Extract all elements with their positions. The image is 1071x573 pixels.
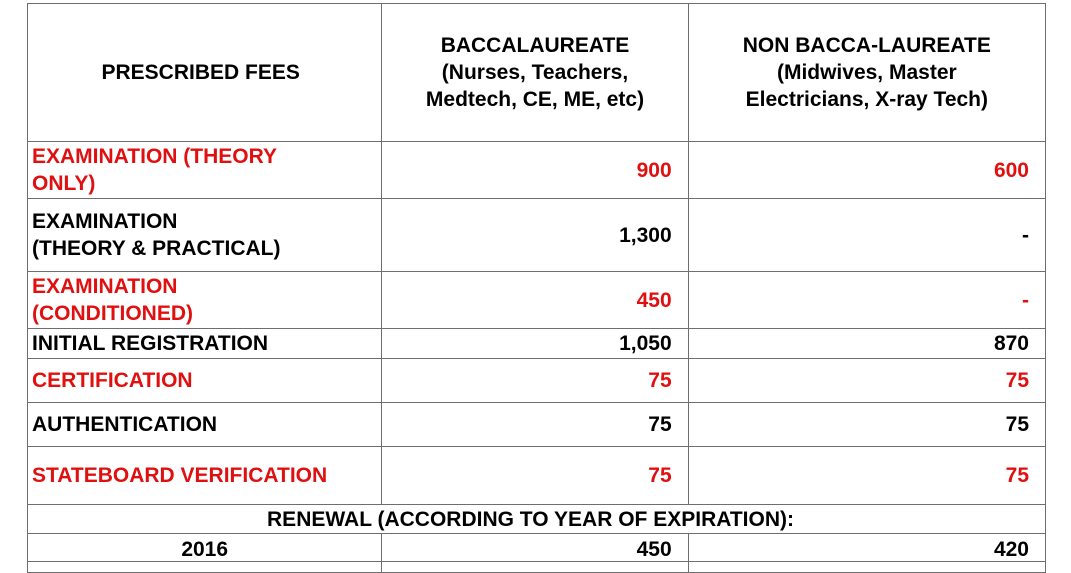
renewal-header-row (28, 505, 1046, 534)
fee-label-line-1: EXAMINATION (32, 275, 178, 298)
fees-table (27, 3, 1046, 573)
fee-nonbacc-value: 75 (688, 447, 1045, 505)
fee-row-authentication (28, 403, 1046, 447)
fee-label-line-2: ONLY) (32, 172, 96, 195)
header-bacc-line-1: BACCALAUREATE (440, 34, 630, 57)
fee-nonbacc-value: - (688, 272, 1045, 329)
fee-nonbacc-value: - (688, 199, 1045, 272)
fee-label-line-2: (THEORY & PRACTICAL) (32, 237, 281, 260)
fee-row-exam-conditioned (28, 272, 1046, 329)
fee-label: CERTIFICATION (28, 359, 382, 403)
fee-label-line-2: (CONDITIONED) (32, 302, 193, 325)
fee-row-certification (28, 359, 1046, 403)
header-nonbacc-line-3: Electricians, X-ray Tech) (745, 88, 989, 111)
header-bacc-line-2: (Nurses, Teachers, (441, 61, 629, 84)
fee-row-stateboard-verification (28, 447, 1046, 505)
fee-label (28, 272, 382, 329)
fee-label (28, 199, 382, 272)
fee-nonbacc-value: 75 (688, 359, 1045, 403)
fee-label-line-1: EXAMINATION (32, 210, 178, 233)
header-baccalaureate (382, 4, 688, 142)
header-nonbacc-line-1: NON BACCA-LAUREATE (742, 34, 991, 57)
renewal-title: RENEWAL (ACCORDING TO YEAR OF EXPIRATION): (28, 505, 1046, 534)
header-prescribed-fees: PRESCRIBED FEES (28, 4, 382, 142)
fee-bacc-value: 1,050 (382, 329, 688, 359)
fee-row-exam-theory-practical (28, 199, 1046, 272)
fee-label: INITIAL REGISTRATION (28, 329, 382, 359)
fee-label: STATEBOARD VERIFICATION (28, 447, 382, 505)
fee-bacc-value: 75 (382, 359, 688, 403)
cropped-cell (688, 562, 1045, 573)
fee-bacc-value: 450 (382, 272, 688, 329)
cropped-cell (28, 562, 382, 573)
fee-label: AUTHENTICATION (28, 403, 382, 447)
fee-label-line-1: EXAMINATION (THEORY (32, 145, 277, 168)
fee-bacc-value: 1,300 (382, 199, 688, 272)
header-nonbacc-line-2: (Midwives, Master (776, 61, 957, 84)
renewal-year-row (28, 534, 1046, 562)
fee-nonbacc-value: 75 (688, 403, 1045, 447)
renewal-bacc-value: 450 (382, 534, 688, 562)
cropped-cell (382, 562, 688, 573)
header-non-baccalaureate (688, 4, 1045, 142)
fee-bacc-value: 75 (382, 447, 688, 505)
fee-bacc-value: 75 (382, 403, 688, 447)
fee-row-exam-theory (28, 142, 1046, 199)
fee-label (28, 142, 382, 199)
renewal-nonbacc-value: 420 (688, 534, 1045, 562)
renewal-year: 2016 (28, 534, 382, 562)
fee-row-initial-registration (28, 329, 1046, 359)
fee-nonbacc-value: 870 (688, 329, 1045, 359)
fee-nonbacc-value: 600 (688, 142, 1045, 199)
header-bacc-line-3: Medtech, CE, ME, etc) (425, 88, 645, 111)
fee-bacc-value: 900 (382, 142, 688, 199)
header-row (28, 4, 1046, 142)
renewal-next-row-cropped (28, 562, 1046, 573)
